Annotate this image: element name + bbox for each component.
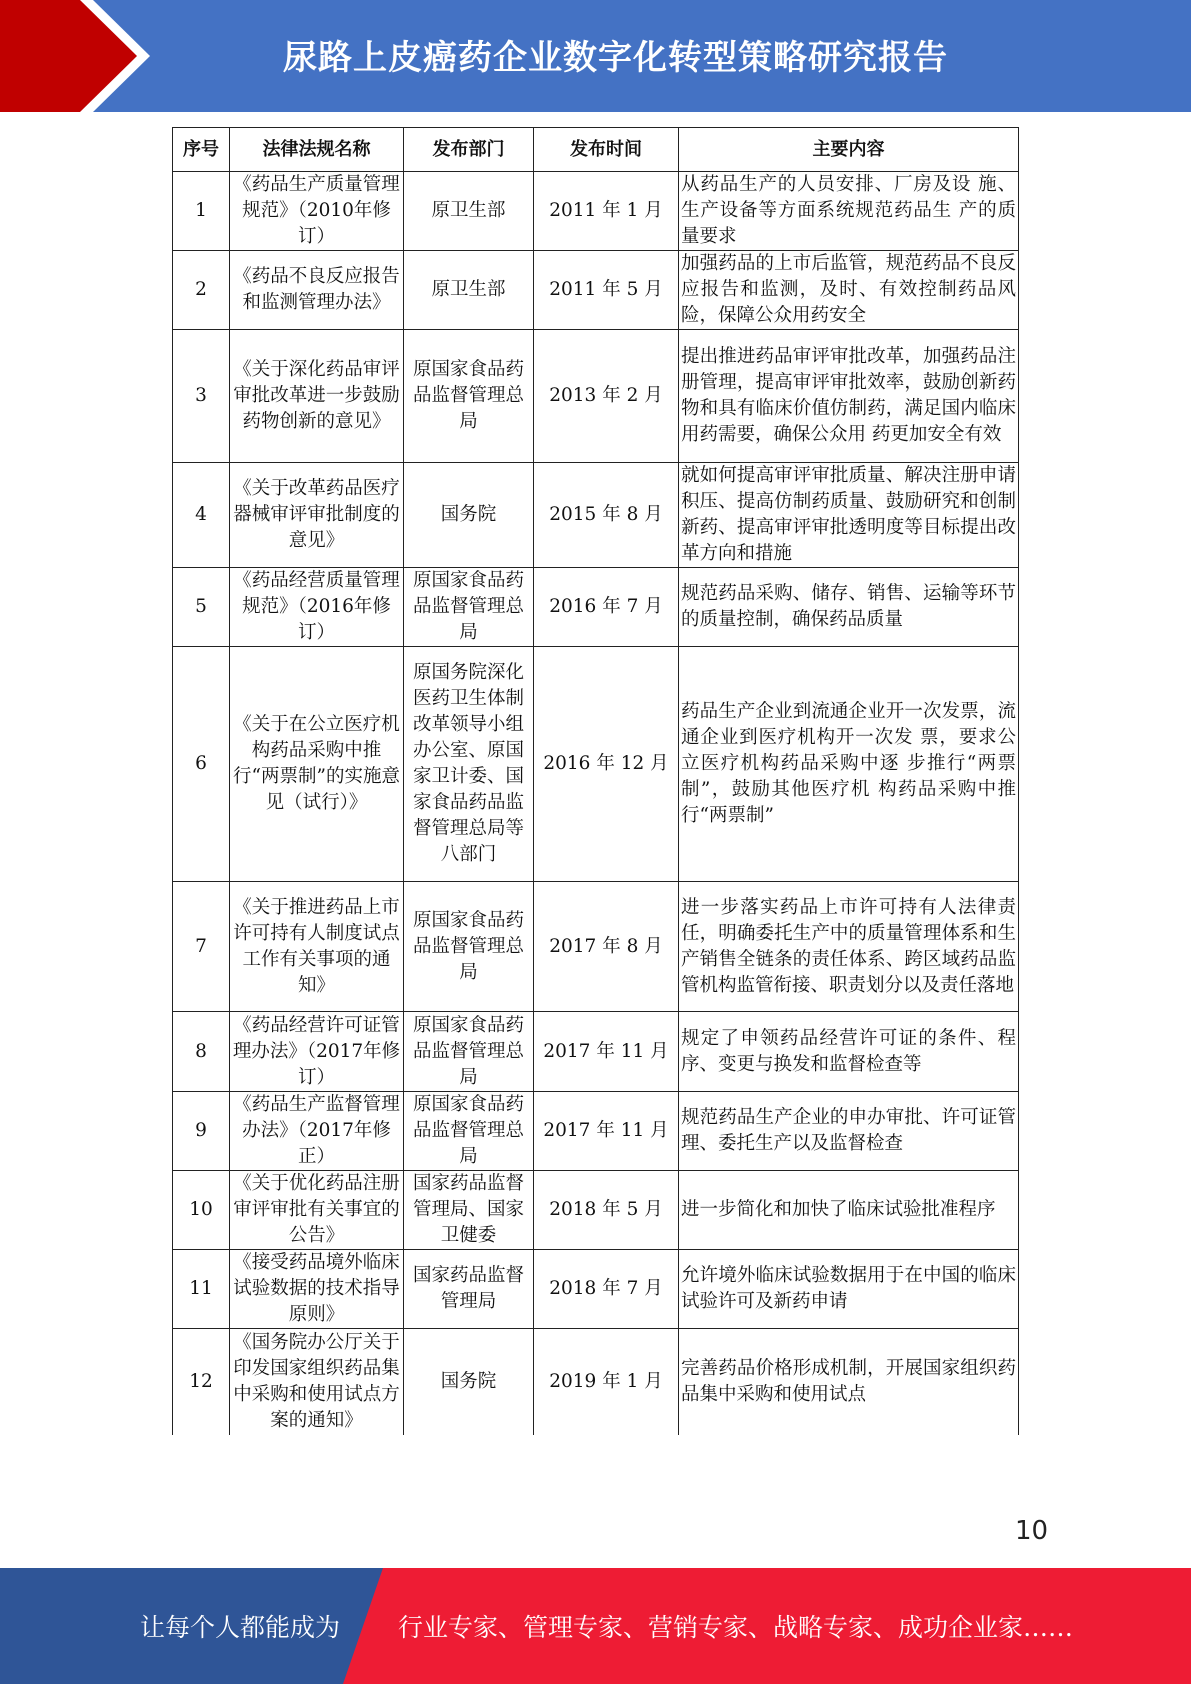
release-date: 2011 年 5 月 <box>534 251 679 330</box>
column-header-name: 法律法规名称 <box>230 128 404 172</box>
table-row <box>173 330 1019 463</box>
main-content: 进一步简化和加快了临床试验批准程序 <box>679 1171 1019 1250</box>
row-number: 9 <box>173 1092 230 1171</box>
release-date: 2017 年 11 月 <box>534 1012 679 1092</box>
main-content: 就如何提高审评审批质量、解决注册申请积压、提高仿制药质量、鼓励研究和创制新药、提高审评审批透明度等目标提出改革方向和措施 <box>679 463 1019 568</box>
table-row <box>173 1250 1019 1329</box>
table-row <box>173 568 1019 647</box>
main-content: 允许境外临床试验数据用于在中国的临床试验许可及新药申请 <box>679 1250 1019 1329</box>
report-title: 尿路上皮癌药企业数字化转型策略研究报告 <box>283 37 948 78</box>
main-content: 进一步落实药品上市许可持有人法律责任，明确委托生产中的质量管理体系和生产销售全链条的责任体系、跨区域药品监管机构监管衔接、职责划分以及责任落地 <box>679 882 1019 1012</box>
regulations-table <box>172 127 1019 1435</box>
main-content: 完善药品价格形成机制，开展国家组织药品集中采购和使用试点 <box>679 1329 1019 1435</box>
row-number: 8 <box>173 1012 230 1092</box>
table-row <box>173 251 1019 330</box>
release-date: 2013 年 2 月 <box>534 330 679 463</box>
footer-slogan-left: 让每个人都能成为 <box>140 1613 341 1642</box>
page-number: 10 <box>1015 1516 1049 1546</box>
regulation-name: 《药品经营许可证管理办法》（2017年修订） <box>230 1012 404 1092</box>
row-number: 5 <box>173 568 230 647</box>
main-content: 规范药品采购、储存、销售、运输等环节的质量控制，确保药品质量 <box>679 568 1019 647</box>
release-date: 2017 年 8 月 <box>534 882 679 1012</box>
table-header-row <box>173 128 1019 172</box>
release-date: 2016 年 12 月 <box>534 647 679 882</box>
row-number: 4 <box>173 463 230 568</box>
table-row <box>173 1171 1019 1250</box>
row-number: 7 <box>173 882 230 1012</box>
row-number: 6 <box>173 647 230 882</box>
issuing-department: 国家药品监督管理局、国家卫健委 <box>404 1171 534 1250</box>
main-content: 规定了申领药品经营许可证的条件、程序、变更与换发和监督检查等 <box>679 1012 1019 1092</box>
page-footer <box>0 1568 1191 1684</box>
table-row <box>173 1092 1019 1171</box>
issuing-department: 原国家食品药品监督管理总局 <box>404 1012 534 1092</box>
issuing-department: 国务院 <box>404 1329 534 1435</box>
main-content: 加强药品的上市后监管，规范药品不良反应报告和监测，及时、有效控制药品风险，保障公众用药安全 <box>679 251 1019 330</box>
regulation-name: 《药品经营质量管理规范》（2016年修订） <box>230 568 404 647</box>
regulation-name: 《药品生产质量管理规范》（2010年修订） <box>230 172 404 251</box>
main-content: 从药品生产的人员安排、厂房及设 施、生产设备等方面系统规范药品生 产的质量要求 <box>679 172 1019 251</box>
table-row <box>173 1012 1019 1092</box>
main-content: 规范药品生产企业的申办审批、许可证管理、委托生产以及监督检查 <box>679 1092 1019 1171</box>
row-number: 11 <box>173 1250 230 1329</box>
release-date: 2011 年 1 月 <box>534 172 679 251</box>
issuing-department: 原国务院深化医药卫生体制改革领导小组办公室、原国家卫计委、国家食品药品监督管理总局等八部门 <box>404 647 534 882</box>
regulation-name: 《关于优化药品注册审评审批有关事宜的公告》 <box>230 1171 404 1250</box>
release-date: 2018 年 5 月 <box>534 1171 679 1250</box>
regulation-name: 《关于推进药品上市许可持有人制度试点工作有关事项的通知》 <box>230 882 404 1012</box>
regulation-name: 《关于深化药品审评审批改革进一步鼓励药物创新的意见》 <box>230 330 404 463</box>
release-date: 2015 年 8 月 <box>534 463 679 568</box>
column-header-content: 主要内容 <box>679 128 1019 172</box>
table-row <box>173 647 1019 882</box>
regulation-name: 《药品不良反应报告和监测管理办法》 <box>230 251 404 330</box>
issuing-department: 国务院 <box>404 463 534 568</box>
regulation-name: 《药品生产监督管理办法》（2017年修正） <box>230 1092 404 1171</box>
chevron-arrow-icon <box>0 0 160 112</box>
release-date: 2018 年 7 月 <box>534 1250 679 1329</box>
issuing-department: 原国家食品药品监督管理总局 <box>404 330 534 463</box>
issuing-department: 原卫生部 <box>404 172 534 251</box>
column-header-dept: 发布部门 <box>404 128 534 172</box>
main-content: 提出推进药品审评审批改革，加强药品注册管理，提高审评审批效率，鼓励创新药物和具有临床价值仿制药，满足国内临床用药需要，确保公众用 药更加安全有效 <box>679 330 1019 463</box>
issuing-department: 原卫生部 <box>404 251 534 330</box>
issuing-department: 国家药品监督管理局 <box>404 1250 534 1329</box>
main-content: 药品生产企业到流通企业开一次发票，流通企业到医疗机构开一次发 票，要求公立医疗机构药品采购中逐 步推行“两票制”，鼓励其他医疗机 构药品采购中推行“两票制” <box>679 647 1019 882</box>
regulation-name: 《国务院办公厅关于印发国家组织药品集中采购和使用试点方案的通知》 <box>230 1329 404 1435</box>
release-date: 2017 年 11 月 <box>534 1092 679 1171</box>
regulation-name: 《关于改革药品医疗器械审评审批制度的意见》 <box>230 463 404 568</box>
row-number: 1 <box>173 172 230 251</box>
regulation-name: 《接受药品境外临床试验数据的技术指导原则》 <box>230 1250 404 1329</box>
table-row <box>173 882 1019 1012</box>
row-number: 2 <box>173 251 230 330</box>
release-date: 2019 年 1 月 <box>534 1329 679 1435</box>
issuing-department: 原国家食品药品监督管理总局 <box>404 568 534 647</box>
column-header-no: 序号 <box>173 128 230 172</box>
footer-slogan-right: 行业专家、管理专家、营销专家、战略专家、成功企业家…… <box>398 1613 1074 1642</box>
row-number: 3 <box>173 330 230 463</box>
release-date: 2016 年 7 月 <box>534 568 679 647</box>
page-header <box>0 0 1191 112</box>
regulation-name: 《关于在公立医疗机构药品采购中推行“两票制”的实施意见（试行）》 <box>230 647 404 882</box>
column-header-date: 发布时间 <box>534 128 679 172</box>
issuing-department: 原国家食品药品监督管理总局 <box>404 1092 534 1171</box>
table-row <box>173 172 1019 251</box>
regulations-table-container <box>172 127 1018 1435</box>
table-row <box>173 1329 1019 1435</box>
issuing-department: 原国家食品药品监督管理总局 <box>404 882 534 1012</box>
table-row <box>173 463 1019 568</box>
row-number: 10 <box>173 1171 230 1250</box>
row-number: 12 <box>173 1329 230 1435</box>
